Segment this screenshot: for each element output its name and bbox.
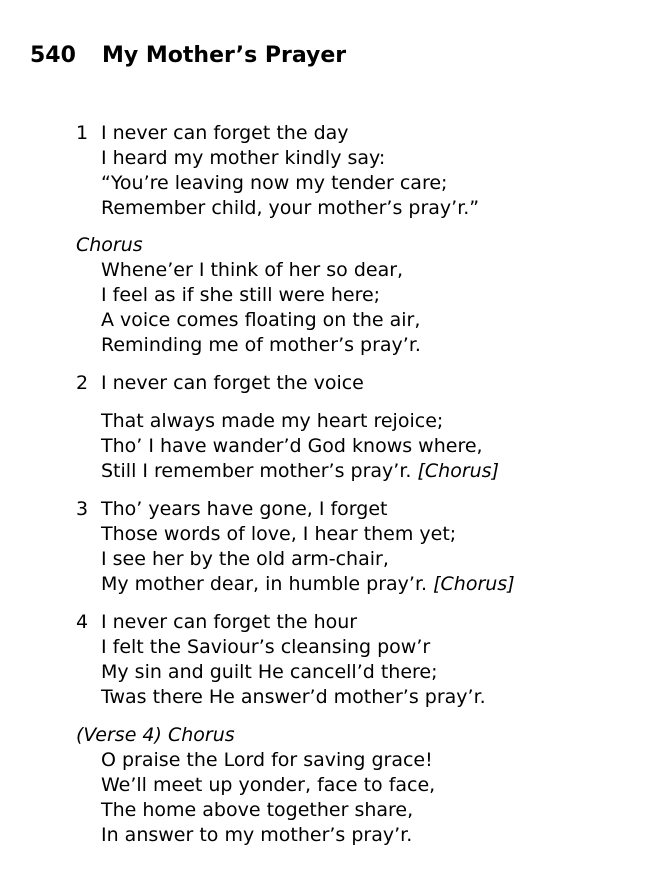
hymn-body [76,121,646,848]
verse-line [76,572,646,597]
verse-line: Those words of love, I hear them yet; [101,523,457,545]
hymn-number: 540 [30,43,76,68]
verse-number: 4 [76,611,89,633]
chorus-line: A voice comes floating on the air, [101,309,421,331]
verse-line: I never can forget the voice [101,372,364,394]
verse-4 [76,610,646,710]
verse-line: I never can forget the hour [101,611,358,633]
hymn-title: My Mother’s Prayer [102,43,347,68]
verse-line: My sin and guilt He cancell’d there; [101,661,438,683]
chorus-label: Chorus [76,234,143,256]
verse-2 [76,371,646,484]
chorus-reference: [Chorus] [433,573,515,595]
chorus-line: In answer to my mother’s pray’r. [101,824,413,846]
chorus [76,233,646,358]
chorus-label: (Verse 4) Chorus [76,724,235,746]
verse-number: 2 [76,372,89,394]
verse-number: 3 [76,498,89,520]
verse-line: Remember child, your mother’s pray’r.” [101,197,480,219]
chorus-line: The home above together share, [101,799,414,821]
verse-number: 1 [76,122,89,144]
verse-line-text: Still I remember mother’s pray’r. [101,460,412,482]
verse-3 [76,497,646,597]
verse-line: Tho’ I have wander’d God knows where, [101,435,483,457]
verse-line: I heard my mother kindly say: [101,147,386,169]
verse-line-text: My mother dear, in humble pray’r. [101,573,428,595]
chorus-line: We’ll meet up yonder, face to face, [101,774,436,796]
chorus-reference: [Chorus] [417,460,499,482]
chorus-line: O praise the Lord for saving grace! [101,749,433,771]
chorus-verse-4 [76,723,646,848]
chorus-line: Reminding me of mother’s pray’r. [101,334,421,356]
verse-line [76,459,646,484]
verse-line: That always made my heart rejoice; [101,410,444,432]
chorus-line: Whene’er I think of her so dear, [101,259,404,281]
verse-line: I see her by the old arm-chair, [101,548,389,570]
hymn-heading [30,40,346,72]
verse-1 [76,121,646,221]
verse-line: I never can forget the day [101,122,349,144]
verse-line: I felt the Saviour’s cleansing pow’r [101,636,431,658]
chorus-line: I feel as if she still were here; [101,284,381,306]
verse-line: “You’re leaving now my tender care; [101,172,448,194]
verse-line: Tho’ years have gone, I forget [101,498,388,520]
verse-line: Twas there He answer’d mother’s pray’r. [101,686,486,708]
